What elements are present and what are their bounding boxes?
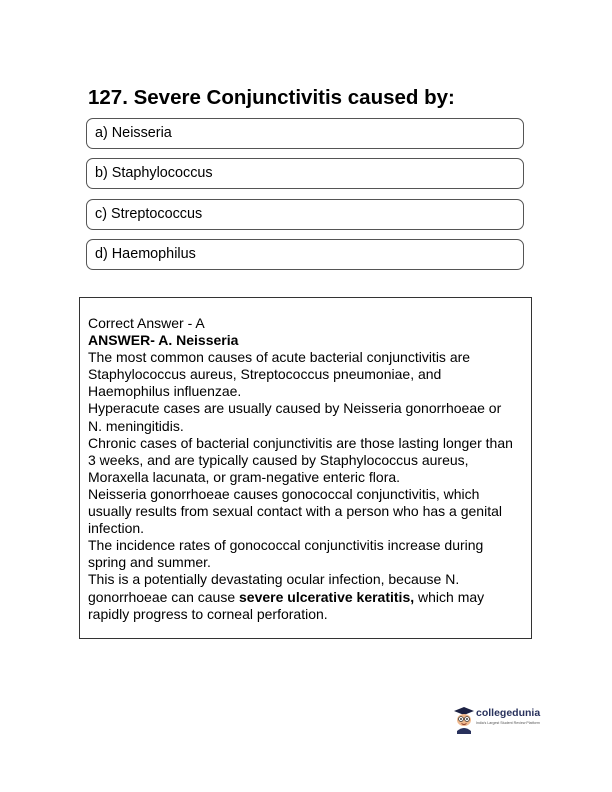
answer-explanation-box — [79, 297, 532, 639]
option-a[interactable]: a) Neisseria — [86, 118, 524, 149]
explanation-line: Chronic cases of bacterial conjunctivitis are those lasting longer than — [88, 434, 513, 451]
explanation-line: This is a potentially devastating ocular infection, because N. — [88, 571, 460, 588]
mascot-icon — [452, 704, 476, 734]
option-d[interactable]: d) Haemophilus — [86, 239, 524, 270]
logo-wordmark: collegedunia — [476, 707, 541, 719]
explanation-line: Haemophilus influenzae. — [88, 383, 242, 400]
explanation-line: usually results from sexual contact with a person who has a genital — [88, 503, 502, 520]
explanation-line: Moraxella lacunata, or gram-negative enteric flora. — [88, 468, 401, 485]
explanation-line: N. meningitidis. — [88, 417, 184, 434]
bold-phrase: severe ulcerative keratitis, — [239, 588, 415, 605]
explanation-line: spring and summer. — [88, 554, 211, 571]
explanation-line: 3 weeks, and are typically caused by Staphylococcus aureus, — [88, 451, 469, 468]
explanation-line-bold: gonorrhoeae can cause severe ulcerative keratitis, which may — [88, 588, 485, 605]
explanation-line: rapidly progress to corneal perforation. — [88, 605, 328, 622]
logo-tagline: India's Largest Student Review Platform — [476, 721, 540, 725]
answer-heading: ANSWER- A. Neisseria — [88, 332, 239, 349]
explanation-line: The most common causes of acute bacterial conjunctivitis are — [88, 349, 471, 366]
explanation-line: Neisseria gonorrhoeae causes gonococcal conjunctivitis, which — [88, 485, 480, 502]
explanation-line: The incidence rates of gonococcal conjunctivitis increase during — [88, 537, 484, 554]
explanation-line: infection. — [88, 520, 145, 537]
collegedunia-logo — [452, 704, 562, 734]
question-title: 127. Severe Conjunctivitis caused by: — [88, 86, 455, 109]
option-c[interactable]: c) Streptococcus — [86, 199, 524, 230]
option-b[interactable]: b) Staphylococcus — [86, 158, 524, 189]
correct-answer-label: Correct Answer - A — [88, 315, 205, 331]
explanation-line: Staphylococcus aureus, Streptococcus pneumoniae, and — [88, 366, 442, 383]
explanation-line: Hyperacute cases are usually caused by Neisseria gonorrhoeae or — [88, 400, 502, 417]
